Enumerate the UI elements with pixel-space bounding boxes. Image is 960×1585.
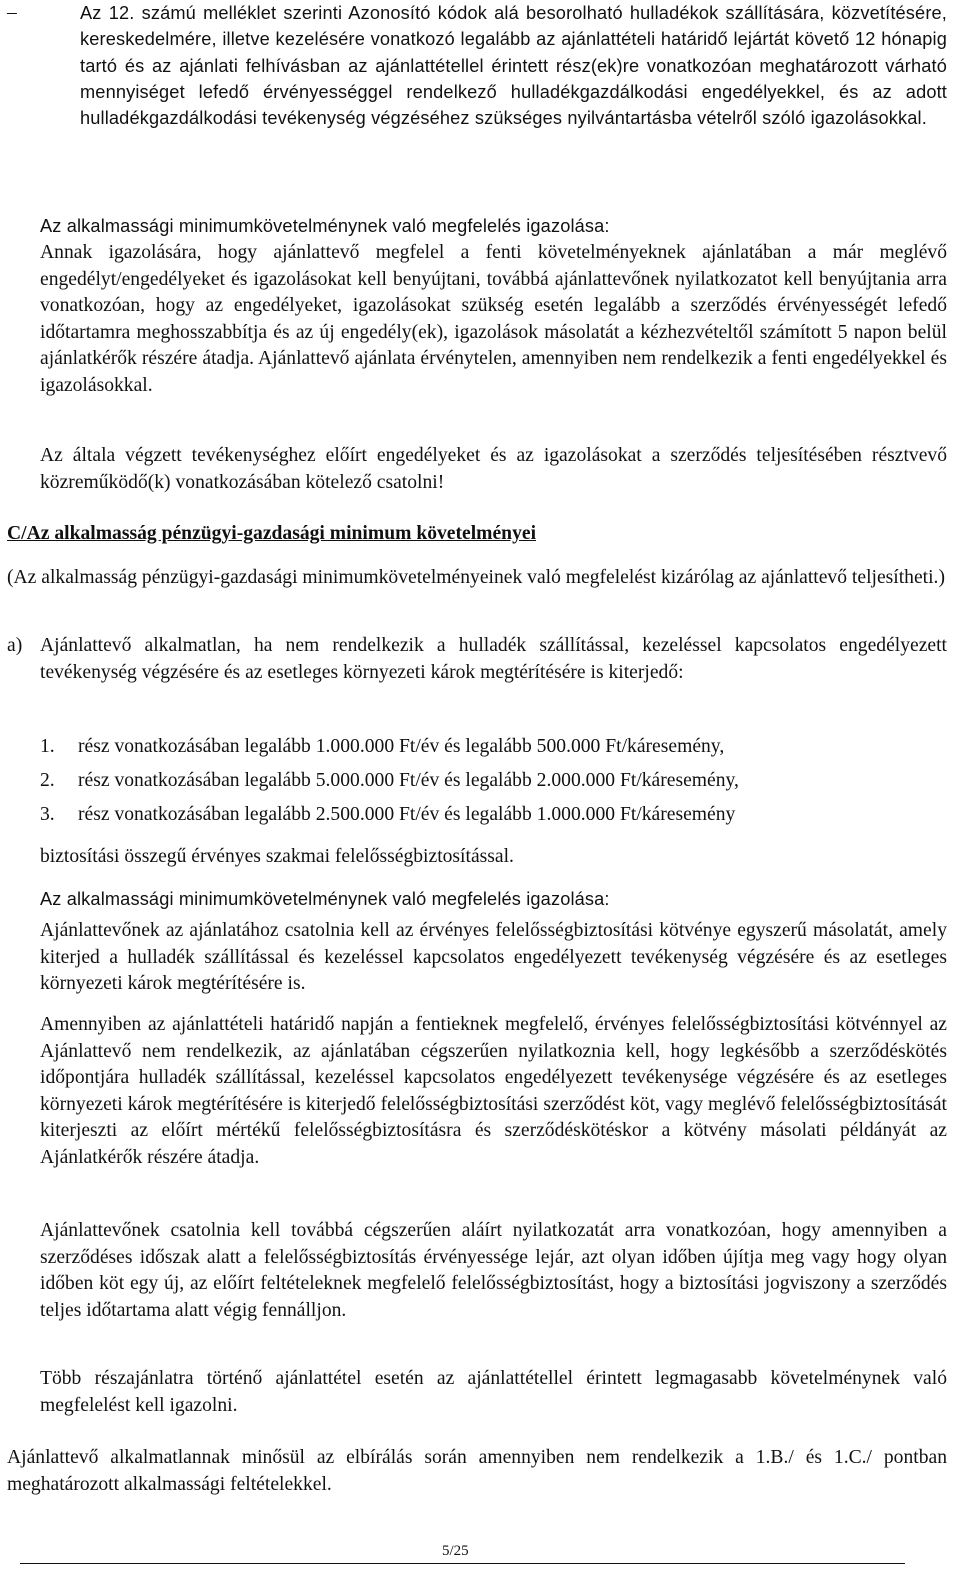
coverage-list xyxy=(40,734,947,836)
list-item-text: rész vonatkozásában legalább 5.000.000 Ft/év és legalább 2.000.000 Ft/káresemény, xyxy=(78,770,739,791)
list-item-number: 2. xyxy=(40,770,55,791)
list-item-text: rész vonatkozásában legalább 1.000.000 Ft/év és legalább 500.000 Ft/káresemény, xyxy=(78,736,725,757)
list-item-number: 3. xyxy=(40,804,55,825)
proof-paragraph-2: Amennyiben az ajánlattételi határidő napján a fentieknek megfelelő, érvényes felelősségbiztosítási kötvénnyel az Ajánlattevő nem rendelkezik, az ajánlatában cégszerűen nyilatkoznia kell, hogy legkésőbb a szerződéskötés időpontjára hulladék szállítással, kezeléssel kapcsolatos engedélyezett tevékenysége végzésére és az esetleges környezeti károk megtérítésére is kiterjedő felelősségbiztosítási szerződést köt, vagy meglévő felelősségbiztosítását kiterjeszti az előírt mértékű felelősségbiztosításra és szerződéskötéskor a kötvény másolati példányát az Ajánlatkérők részére átadja. xyxy=(40,1014,947,1168)
subcontractor-text: Az általa végzett tevékenységhez előírt engedélyeket és az igazolásokat a szerződés teljesítésében résztvevő közreműködő(k) vonatkozásában kötelező csatolni! xyxy=(40,445,947,493)
list-item xyxy=(40,768,947,802)
list-item-text: rész vonatkozásában legalább 2.500.000 Ft/év és legalább 1.000.000 Ft/káresemény xyxy=(78,804,736,825)
section-c-intro: (Az alkalmasság pénzügyi-gazdasági minimumkövetelményeinek való megfelelést kizárólag az ajánlattevő teljesítheti.) xyxy=(7,567,945,588)
item-a-label: a) xyxy=(7,635,23,656)
proof-text-b: Annak igazolására, hogy ajánlattevő megfelel a fenti követelményeknek ajánlatában a már meglévő engedélyt/engedélyeket és igazolásokat kell benyújtani, továbbá ajánlattevőnek nyilatkozatot kell benyújtania arra vonatkozóan, hogy az engedélyeket, igazolásokat szükség esetén legalább a szerződés érvényességét lefedő időtartamra meghosszabbítja és az új engedély(ek), igazolások másolatát a kézhezvételtől számított 5 napon belül ajánlatkérők részére átadja. Ajánlattevő ajánlata érvénytelen, amennyiben nem rendelkezik a fenti engedélyekkel és igazolásokkal. xyxy=(40,242,947,396)
proof-paragraph-1: Ajánlattevőnek az ajánlatához csatolnia kell az érvényes felelősségbiztosítási kötvénye egyszerű másolatát, amely kiterjed a hulladék szállítással és kezeléssel kapcsolatos engedélyezett tevékenység végzésére és az esetleges környezeti károk megtérítésére is. xyxy=(40,920,947,994)
dash-bullet: – xyxy=(7,2,17,23)
proof-title-c: Az alkalmassági minimumkövetelménynek való megfelelés igazolása: xyxy=(40,889,610,909)
footer-divider xyxy=(20,1563,905,1564)
page-number: 5/25 xyxy=(442,1543,469,1559)
section-c-heading: C/Az alkalmasság pénzügyi-gazdasági minimum követelményei xyxy=(7,523,537,544)
list-item xyxy=(40,734,947,768)
proof-title-b: Az alkalmassági minimumkövetelménynek való megfelelés igazolása: xyxy=(40,216,610,236)
proof-paragraph-3: Ajánlattevőnek csatolnia kell továbbá cégszerűen aláírt nyilatkozatát arra vonatkozóan, hogy amennyiben a szerződéses időszak alatt a felelősségbiztosítás érvényessége lejár, azt olyan időben újítja meg vagy hogy olyan időben köt egy új, az előírt feltételeknek megfelelő felelősségbiztosítást, hogy a biztosítási jogviszony a szerződés teljes időtartama alatt végig fennálljon. xyxy=(40,1220,947,1321)
item-a xyxy=(7,633,947,686)
list-item xyxy=(40,802,947,836)
proof-paragraph-4: Több részajánlatra történő ajánlattétel esetén az ajánlattétellel érintett legmagasabb követelménynek való megfelelést kell igazolni. xyxy=(40,1368,947,1416)
list-item-number: 1. xyxy=(40,736,55,757)
page-footer xyxy=(0,1543,960,1583)
dash-list-item xyxy=(7,0,947,131)
insurance-line: biztosítási összegű érvényes szakmai felelősségbiztosítással. xyxy=(40,846,514,867)
item-a-text: Ajánlattevő alkalmatlan, ha nem rendelkezik a hulladék szállítással, kezeléssel kapcsolatos engedélyezett tevékenység végzésére és az esetleges környezeti károk megtérítésére is kiterjedő: xyxy=(40,635,947,683)
dash-item-text: Az 12. számú melléklet szerinti Azonosító kódok alá besorolható hulladékok szállítására, közvetítésére, kereskedelmére, illetve kezelésére vonatkozó legalább az ajánlattételi határidő lejártát követő 12 hónapig tartó és az ajánlati felhívásban az ajánlattétellel érintett rész(ek)re vonatkozóan meghatározott várható mennyiséget lefedő érvényességgel rendelkező hulladékgazdálkodási engedélyekkel, és az adott hulladékgazdálkodási tevékenység végzéséhez szükséges nyilvántartásba vételről szóló igazolásokkal. xyxy=(80,3,947,129)
closing-paragraph: Ajánlattevő alkalmatlannak minősül az elbírálás során amennyiben nem rendelkezik a 1.B./ és 1.C./ pontban meghatározott alkalmassági feltételekkel. xyxy=(7,1447,947,1495)
